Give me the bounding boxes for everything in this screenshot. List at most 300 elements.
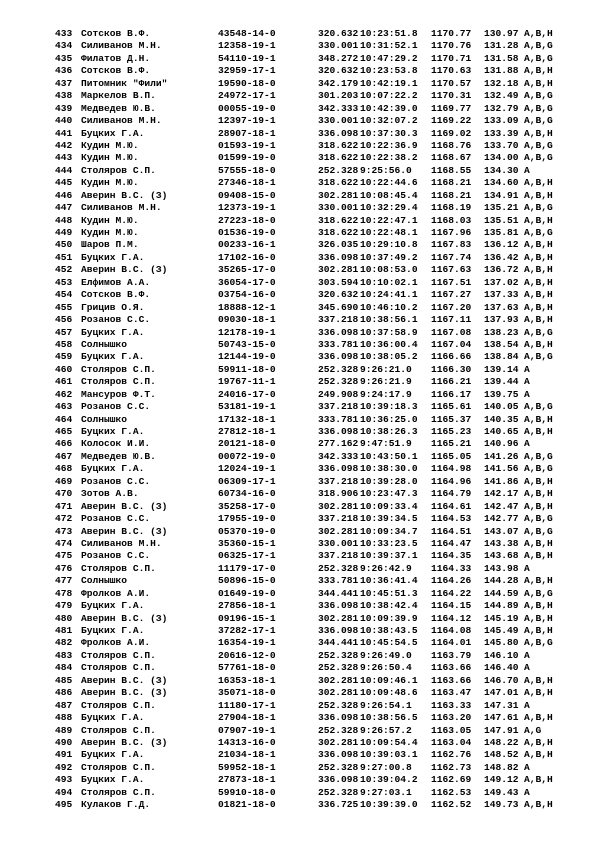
fancier-name: Кудин М.Ю. (81, 227, 139, 238)
coefficient-value: 140.65 (484, 426, 519, 437)
arrival-time: 10:09:33.4 (360, 500, 418, 512)
distance-value: 336.098 (318, 251, 359, 263)
category-flags: A,B,H (524, 774, 553, 786)
coefficient-value: 137.63 (484, 301, 519, 313)
distance-value: 336.098 (318, 600, 359, 612)
arrival-time: 10:38:56.1 (360, 314, 418, 326)
category-flags: A,B,G (524, 202, 553, 214)
speed-value: 1163.05 (431, 724, 472, 736)
arrival-time: 10:07:22.2 (360, 90, 418, 102)
fancier-name: Филатов Д.Н. (81, 52, 151, 64)
ring-code: 17102-16-0 (218, 251, 276, 263)
distance-value: 337.218 (318, 513, 359, 525)
category-flags: A,B,H (524, 687, 553, 699)
ring-code: 35360-15-1 (218, 537, 276, 549)
row-number: 453 (55, 276, 73, 288)
ring-code: 00072-19-0 (218, 450, 276, 462)
fancier-name: Столяров С.П. (81, 376, 156, 388)
ring-code: 11180-17-1 (218, 699, 276, 711)
arrival-time: 10:46:10.2 (360, 301, 418, 313)
distance-value: 301.203 (318, 90, 359, 102)
speed-value: 1168.19 (431, 202, 472, 214)
distance-value: 333.781 (318, 575, 359, 587)
ring-code: 27812-18-1 (218, 426, 276, 437)
row-number: 481 (55, 625, 73, 636)
distance-value: 348.272 (318, 52, 359, 64)
fancier-name: Буцких Г.А. (81, 600, 145, 612)
ring-code: 12358-19-1 (218, 40, 276, 52)
table-row (55, 662, 575, 674)
arrival-time: 10:08:53.0 (360, 264, 418, 276)
row-number: 460 (55, 363, 73, 375)
arrival-time: 10:42:39.0 (360, 102, 418, 114)
arrival-time: 10:39:03.1 (360, 749, 418, 761)
distance-value: 318.622 (318, 152, 359, 164)
distance-value: 252.328 (318, 649, 359, 661)
arrival-time: 10:45:51.3 (360, 587, 418, 599)
table-row (55, 128, 575, 140)
ring-code: 16354-19-1 (218, 637, 276, 649)
table-row (55, 588, 575, 600)
fancier-name: Столяров С.П. (81, 562, 156, 574)
fancier-name: Столяров С.П. (81, 724, 156, 736)
ring-code: 28907-18-1 (218, 127, 276, 139)
table-row (55, 625, 575, 637)
fancier-name: Аверин В.С. (З) (81, 736, 168, 748)
arrival-time: 10:33:23.5 (360, 537, 418, 549)
category-flags: A,B,H (524, 338, 553, 350)
arrival-time: 10:36:25.0 (360, 413, 418, 425)
category-flags: A,B,H (524, 77, 553, 89)
fancier-name: Солнышко (81, 575, 128, 587)
category-flags: A,B,H (524, 550, 553, 562)
coefficient-value: 148.52 (484, 749, 519, 761)
table-row (55, 202, 575, 214)
row-number: 488 (55, 712, 73, 724)
fancier-name: Буцких Г.А. (81, 251, 145, 263)
coefficient-value: 145.19 (484, 612, 519, 624)
row-number: 472 (55, 513, 73, 525)
ring-code: 18888-12-1 (218, 301, 276, 313)
ring-code: 06309-17-1 (218, 475, 276, 487)
row-number: 486 (55, 687, 73, 699)
ring-code: 09030-18-1 (218, 314, 276, 326)
category-flags: A,B,G (524, 139, 553, 151)
coefficient-value: 133.70 (484, 139, 519, 151)
ring-code: 01649-19-0 (218, 587, 276, 599)
ring-code: 43548-14-0 (218, 28, 276, 39)
distance-value: 318.622 (318, 214, 359, 226)
arrival-time: 9:24:17.9 (360, 388, 412, 400)
ring-code: 17132-18-1 (218, 413, 276, 425)
distance-value: 342.179 (318, 77, 359, 89)
speed-value: 1164.79 (431, 488, 472, 500)
distance-value: 344.441 (318, 637, 359, 649)
row-number: 476 (55, 562, 73, 574)
ring-code: 24016-17-0 (218, 388, 276, 400)
ring-code: 01536-19-0 (218, 227, 276, 238)
distance-value: 337.218 (318, 401, 359, 413)
table-row (55, 389, 575, 401)
row-number: 492 (55, 761, 73, 773)
table-row (55, 252, 575, 264)
speed-value: 1167.11 (431, 314, 472, 326)
ring-code: 00233-16-1 (218, 239, 276, 251)
speed-value: 1166.30 (431, 363, 472, 375)
speed-value: 1167.74 (431, 251, 472, 263)
ring-code: 12024-19-1 (218, 463, 276, 475)
category-flags: A,B,H (524, 674, 553, 686)
fancier-name: Столяров С.П. (81, 761, 156, 773)
arrival-time: 10:32:07.2 (360, 115, 418, 127)
row-number: 495 (55, 799, 73, 811)
speed-value: 1167.83 (431, 239, 472, 251)
category-flags: A,B,H (524, 289, 553, 301)
distance-value: 330.001 (318, 202, 359, 214)
row-number: 493 (55, 774, 73, 786)
table-row (55, 277, 575, 289)
table-row (55, 78, 575, 90)
distance-value: 252.328 (318, 724, 359, 736)
row-number: 435 (55, 52, 73, 64)
fancier-name: Солнышко (81, 413, 128, 425)
arrival-time: 10:39:18.3 (360, 401, 418, 413)
table-row (55, 787, 575, 799)
table-row (55, 239, 575, 251)
row-number: 467 (55, 450, 73, 462)
fancier-name: Зотов А.В. (81, 488, 139, 500)
arrival-time: 10:09:48.6 (360, 687, 418, 699)
arrival-time: 10:39:28.0 (360, 475, 418, 487)
ring-code: 01821-18-0 (218, 799, 276, 811)
category-flags: A (524, 376, 530, 388)
fancier-name: Буцких Г.А. (81, 625, 145, 636)
coefficient-value: 143.38 (484, 537, 519, 549)
speed-value: 1170.76 (431, 40, 472, 52)
coefficient-value: 132.49 (484, 90, 519, 102)
row-number: 464 (55, 413, 73, 425)
speed-value: 1167.04 (431, 338, 472, 350)
coefficient-value: 141.56 (484, 463, 519, 475)
category-flags: A,B,H (524, 799, 553, 811)
coefficient-value: 131.58 (484, 52, 519, 64)
category-flags: A,B,G (524, 351, 553, 363)
ring-code: 11179-17-0 (218, 562, 276, 574)
table-row (55, 165, 575, 177)
row-number: 444 (55, 164, 73, 176)
distance-value: 302.281 (318, 189, 359, 201)
table-row (55, 314, 575, 326)
distance-value: 337.218 (318, 550, 359, 562)
row-number: 458 (55, 338, 73, 350)
table-row (55, 700, 575, 712)
speed-value: 1167.96 (431, 227, 472, 238)
speed-value: 1168.03 (431, 214, 472, 226)
fancier-name: Розанов С.С. (81, 401, 151, 413)
coefficient-value: 139.14 (484, 363, 519, 375)
distance-value: 342.333 (318, 102, 359, 114)
arrival-time: 9:26:21.0 (360, 363, 412, 375)
fancier-name: Буцких Г.А. (81, 127, 145, 139)
row-number: 484 (55, 662, 73, 674)
row-number: 491 (55, 749, 73, 761)
table-row (55, 289, 575, 301)
table-row (55, 438, 575, 450)
coefficient-value: 145.49 (484, 625, 519, 636)
category-flags: A,B,H (524, 500, 553, 512)
fancier-name: Елфимов А.А. (81, 276, 151, 288)
speed-value: 1163.47 (431, 687, 472, 699)
arrival-time: 10:38:56.5 (360, 712, 418, 724)
coefficient-value: 138.54 (484, 338, 519, 350)
fancier-name: Аверин В.С. (З) (81, 500, 168, 512)
fancier-name: Силиванов М.Н. (81, 202, 162, 214)
fancier-name: Кудин М.Ю. (81, 177, 139, 189)
distance-value: 252.328 (318, 699, 359, 711)
fancier-name: Кудин М.Ю. (81, 139, 139, 151)
ring-code: 27856-18-1 (218, 600, 276, 612)
table-row (55, 140, 575, 152)
fancier-name: Аверин В.С. (З) (81, 612, 168, 624)
category-flags: A,B,G (524, 40, 553, 52)
coefficient-value: 149.43 (484, 786, 519, 798)
speed-value: 1163.20 (431, 712, 472, 724)
distance-value: 336.098 (318, 426, 359, 437)
speed-value: 1162.52 (431, 799, 472, 811)
distance-value: 252.328 (318, 786, 359, 798)
category-flags: A,B,G (524, 401, 553, 413)
table-row (55, 650, 575, 662)
fancier-name: Розанов С.С. (81, 475, 151, 487)
category-flags: A (524, 363, 530, 375)
table-row (55, 40, 575, 52)
table-row (55, 613, 575, 625)
coefficient-value: 146.40 (484, 662, 519, 674)
arrival-time: 10:23:53.8 (360, 65, 418, 77)
fancier-name: Мансуров Ф.Т. (81, 388, 156, 400)
speed-value: 1164.35 (431, 550, 472, 562)
table-row (55, 575, 575, 587)
category-flags: A,B,H (524, 612, 553, 624)
category-flags: A,B,G (524, 102, 553, 114)
table-row (55, 28, 575, 40)
distance-value: 252.328 (318, 363, 359, 375)
coefficient-value: 134.00 (484, 152, 519, 164)
fancier-name: Розанов С.С. (81, 314, 151, 326)
table-row (55, 637, 575, 649)
arrival-time: 10:10:02.1 (360, 276, 418, 288)
distance-value: 302.281 (318, 525, 359, 537)
arrival-time: 10:38:43.5 (360, 625, 418, 636)
table-row (55, 215, 575, 227)
distance-value: 330.001 (318, 115, 359, 127)
category-flags: A,B,H (524, 426, 553, 437)
coefficient-value: 138.23 (484, 326, 519, 338)
fancier-name: Буцких Г.А. (81, 326, 145, 338)
arrival-time: 10:39:04.2 (360, 774, 418, 786)
fancier-name: Буцких Г.А. (81, 351, 145, 363)
arrival-time: 9:26:42.9 (360, 562, 412, 574)
category-flags: A,B,H (524, 488, 553, 500)
speed-value: 1165.37 (431, 413, 472, 425)
fancier-name: Солнышко (81, 338, 128, 350)
category-flags: A (524, 649, 530, 661)
table-row (55, 264, 575, 276)
arrival-time: 10:47:29.2 (360, 52, 418, 64)
row-number: 483 (55, 649, 73, 661)
row-number: 478 (55, 587, 73, 599)
ring-code: 36054-17-0 (218, 276, 276, 288)
ring-code: 50896-15-0 (218, 575, 276, 587)
speed-value: 1164.53 (431, 513, 472, 525)
distance-value: 318.906 (318, 488, 359, 500)
ring-code: 27873-18-1 (218, 774, 276, 786)
fancier-name: Сотсков В.Ф. (81, 289, 151, 301)
table-row (55, 414, 575, 426)
ring-code: 06325-17-1 (218, 550, 276, 562)
ring-code: 24972-17-1 (218, 90, 276, 102)
speed-value: 1168.21 (431, 177, 472, 189)
arrival-time: 9:27:03.1 (360, 786, 412, 798)
arrival-time: 10:45:54.5 (360, 637, 418, 649)
arrival-time: 10:22:48.1 (360, 227, 418, 238)
coefficient-value: 133.39 (484, 127, 519, 139)
table-row (55, 115, 575, 127)
category-flags: A,B,H (524, 712, 553, 724)
fancier-name: Аверин В.С. (З) (81, 674, 168, 686)
coefficient-value: 147.31 (484, 699, 519, 711)
fancier-name: Аверин В.С. (З) (81, 189, 168, 201)
table-row (55, 426, 575, 438)
fancier-name: Сотсков В.Ф. (81, 28, 151, 39)
row-number: 480 (55, 612, 73, 624)
table-row (55, 364, 575, 376)
category-flags: A,B,H (524, 276, 553, 288)
table-row (55, 600, 575, 612)
category-flags: A,B,H (524, 301, 553, 313)
category-flags: A,B,H (524, 749, 553, 761)
category-flags: A (524, 662, 530, 674)
coefficient-value: 135.81 (484, 227, 519, 238)
distance-value: 337.218 (318, 475, 359, 487)
table-row (55, 327, 575, 339)
table-row (55, 177, 575, 189)
distance-value: 336.098 (318, 326, 359, 338)
speed-value: 1164.12 (431, 612, 472, 624)
row-number: 454 (55, 289, 73, 301)
row-number: 452 (55, 264, 73, 276)
fancier-name: Столяров С.П. (81, 164, 156, 176)
row-number: 463 (55, 401, 73, 413)
table-row (55, 376, 575, 388)
fancier-name: Грицив О.Я. (81, 301, 145, 313)
row-number: 471 (55, 500, 73, 512)
coefficient-value: 149.73 (484, 799, 519, 811)
category-flags: A (524, 562, 530, 574)
category-flags: A,B,G (524, 90, 553, 102)
ring-code: 12373-19-1 (218, 202, 276, 214)
category-flags: A,B,H (524, 239, 553, 251)
arrival-time: 10:09:34.7 (360, 525, 418, 537)
coefficient-value: 142.47 (484, 500, 519, 512)
arrival-time: 10:38:30.0 (360, 463, 418, 475)
coefficient-value: 149.12 (484, 774, 519, 786)
coefficient-value: 146.10 (484, 649, 519, 661)
category-flags: A,B,G (524, 637, 553, 649)
coefficient-value: 134.30 (484, 164, 519, 176)
fancier-name: Силиванов М.Н. (81, 40, 162, 52)
category-flags: A,B,H (524, 475, 553, 487)
arrival-time: 10:24:41.1 (360, 289, 418, 301)
arrival-time: 10:37:58.9 (360, 326, 418, 338)
coefficient-value: 139.75 (484, 388, 519, 400)
row-number: 436 (55, 65, 73, 77)
speed-value: 1164.47 (431, 537, 472, 549)
fancier-name: Маркелов В.П. (81, 90, 156, 102)
coefficient-value: 136.42 (484, 251, 519, 263)
arrival-time: 10:43:50.1 (360, 450, 418, 462)
speed-value: 1165.23 (431, 426, 472, 437)
speed-value: 1167.20 (431, 301, 472, 313)
ring-code: 17955-19-0 (218, 513, 276, 525)
coefficient-value: 139.44 (484, 376, 519, 388)
row-number: 445 (55, 177, 73, 189)
speed-value: 1166.66 (431, 351, 472, 363)
row-number: 442 (55, 139, 73, 151)
speed-value: 1170.63 (431, 65, 472, 77)
table-row (55, 538, 575, 550)
ring-code: 01599-19-0 (218, 152, 276, 164)
category-flags: A (524, 438, 530, 450)
ring-code: 53181-19-1 (218, 401, 276, 413)
row-number: 448 (55, 214, 73, 226)
arrival-time: 10:38:05.2 (360, 351, 418, 363)
distance-value: 326.035 (318, 239, 359, 251)
coefficient-value: 147.91 (484, 724, 519, 736)
category-flags: A,B,G (524, 587, 553, 599)
ring-code: 27346-18-1 (218, 177, 276, 189)
category-flags: A,B,G (524, 227, 553, 238)
fancier-name: Столяров С.П. (81, 699, 156, 711)
distance-value: 330.001 (318, 537, 359, 549)
speed-value: 1164.96 (431, 475, 472, 487)
ring-code: 19767-11-1 (218, 376, 276, 388)
speed-value: 1165.21 (431, 438, 472, 450)
speed-value: 1164.01 (431, 637, 472, 649)
arrival-time: 9:26:21.9 (360, 376, 412, 388)
speed-value: 1167.51 (431, 276, 472, 288)
distance-value: 302.281 (318, 687, 359, 699)
coefficient-value: 132.79 (484, 102, 519, 114)
fancier-name: Питомник "Фили" (81, 77, 168, 89)
category-flags: A (524, 164, 530, 176)
arrival-time: 10:09:39.9 (360, 612, 418, 624)
arrival-time: 10:22:44.6 (360, 177, 418, 189)
ring-code: 21034-18-1 (218, 749, 276, 761)
speed-value: 1164.22 (431, 587, 472, 599)
table-row (55, 712, 575, 724)
ring-code: 07907-19-1 (218, 724, 276, 736)
speed-value: 1166.21 (431, 376, 472, 388)
table-row (55, 563, 575, 575)
distance-value: 320.632 (318, 28, 359, 39)
row-number: 456 (55, 314, 73, 326)
table-row (55, 190, 575, 202)
speed-value: 1167.63 (431, 264, 472, 276)
row-number: 441 (55, 127, 73, 139)
row-number: 466 (55, 438, 73, 450)
speed-value: 1162.69 (431, 774, 472, 786)
